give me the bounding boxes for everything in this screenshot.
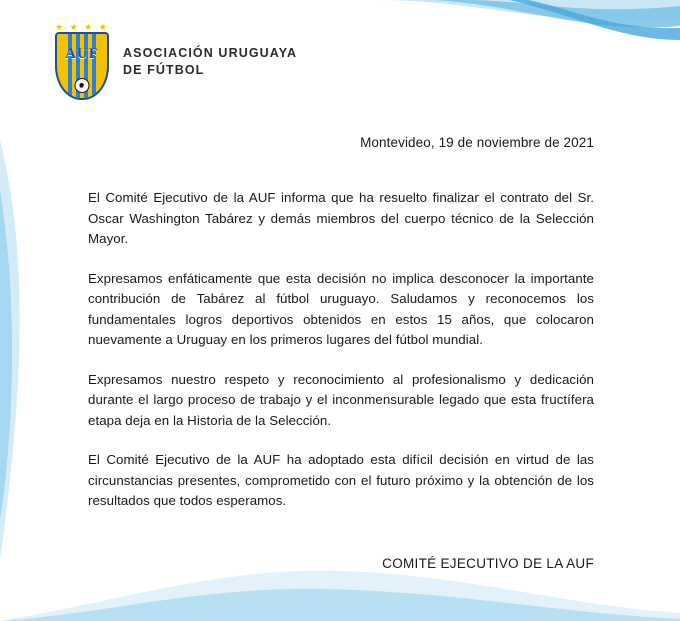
paragraph-4: El Comité Ejecutivo de la AUF ha adoptado esta difícil decisión en virtud de las circunstancias presentes, comprometido con el futuro próximo y la obtención de los resultados que todos esperamos. — [88, 452, 594, 508]
org-name-line-1: ASOCIACIÓN URUGUAYA — [123, 45, 298, 60]
crest-shield — [55, 32, 109, 100]
org-name-line-2: DE FÚTBOL — [123, 62, 205, 77]
letterhead-swoosh-top-right — [260, 0, 680, 130]
document-signature: COMITÉ EJECUTIVO DE LA AUF — [382, 555, 594, 571]
soccer-ball-icon — [75, 78, 90, 93]
crest-letters: AUF — [65, 46, 99, 62]
paragraph-1: El Comité Ejecutivo de la AUF informa que ha resuelto finalizar el contrato del Sr. Oscar Washington Tabárez y demás miembros del cuerpo técnico de la Selección Mayor. — [88, 190, 594, 246]
letterhead-header — [55, 22, 297, 100]
auf-crest-icon — [55, 22, 109, 100]
organization-name — [123, 46, 297, 77]
paragraph-2: Expresamos enfáticamente que esta decisión no implica desconocer la importante contribución de Tabárez al fútbol uruguayo. Saludamos y reconocemos los fundamentales logros deportivos obtenidos en estos 15 años, que colocaron nuevamente a Uruguay en los primeros lugares del fútbol mundial. — [88, 270, 594, 347]
crest-stars: ★ ★ ★ ★ — [55, 22, 109, 32]
document-date: Montevideo, 19 de noviembre de 2021 — [360, 135, 594, 150]
paragraph-3: Expresamos nuestro respeto y reconocimiento al profesionalismo y dedicación durante el largo proceso de trabajo y el inconmensurable legado que esta fructífera etapa deja en la Historia de la Selección. — [88, 371, 594, 428]
document-body — [88, 135, 594, 571]
